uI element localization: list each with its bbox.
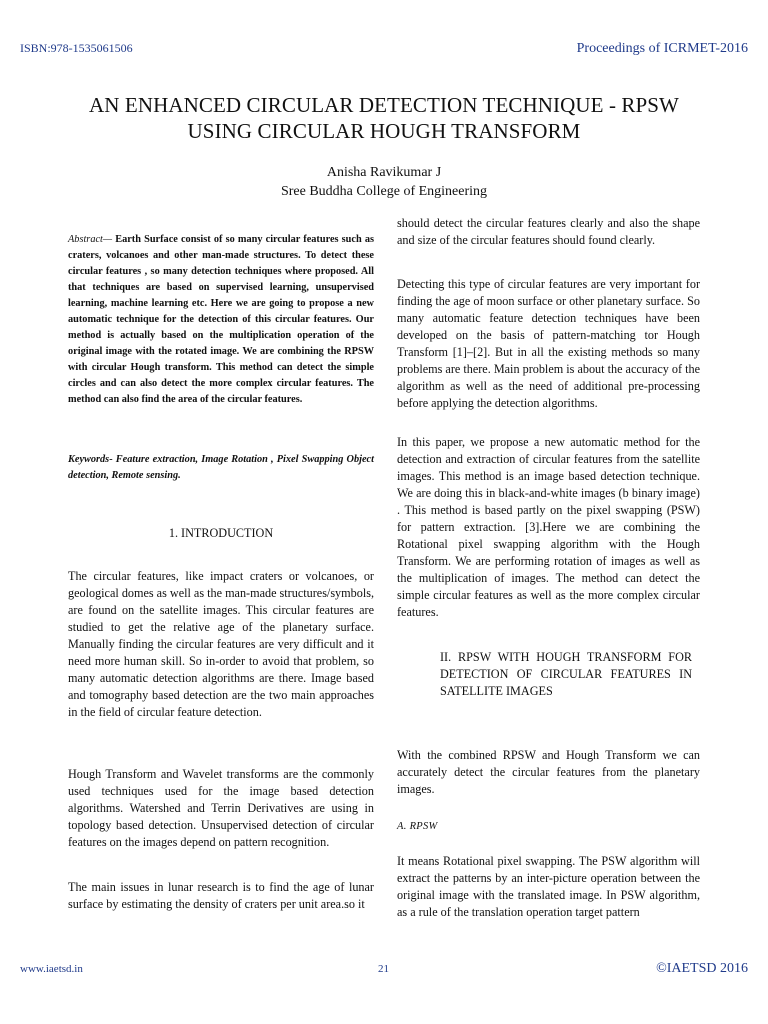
- proceedings-header: Proceedings of ICRMET-2016: [576, 41, 748, 56]
- right-paragraph-2: Detecting this type of circular features are very important for finding the age of moon surface or other planetary surface. So many automatic feature detection techniques have been developed on the basis of pattern-matching tor Hough Transform [1]–[2]. But in all the existing methods so many problems are there. Main problem is about the accuracy of the algorithm as well as the need of additional pre-processing before applying the detection algorithms.: [397, 277, 700, 410]
- title-line-1: AN ENHANCED CIRCULAR DETECTION TECHNIQUE - RPSW: [89, 93, 679, 117]
- author-block: [0, 163, 768, 201]
- section2-paragraph-1: With the combined RPSW and Hough Transform we can accurately detect the circular features from the planetary images.: [397, 748, 700, 796]
- abstract-text: Earth Surface consist of so many circular features such as craters, volcanoes and other man-made structures. To detect these circular features , so many detection techniques where proposed. All that techniques are based on supervised learning, unsupervised learning, machine learning etc. Here we are going to propose a new automatic technique for the detection of this circular features. Our method is actually based on the multiplication operation of the original image with the rotated image. We are combining the RPSW with circular Hough transform. This method can detect the simple circles and can also detect the more complex circular features. The method can also find the area of the circular features.: [68, 234, 374, 405]
- section-heading-introduction: 1. INTRODUCTION: [168, 526, 274, 540]
- abstract-lead: Abstract—: [68, 234, 113, 245]
- author-affiliation: Sree Buddha College of Engineering: [280, 184, 488, 199]
- intro-paragraph-2: Hough Transform and Wavelet transforms are the commonly used techniques used for the image based detection algorithms. Watershed and Terrin Derivatives are using in topology based detection. Unsupervised detection of circular features on the images depend on pattern recognition.: [68, 767, 374, 849]
- title-line-2: USING CIRCULAR HOUGH TRANSFORM: [187, 119, 581, 143]
- keywords: Keywords- Feature extraction, Image Rotation , Pixel Swapping Object detection, Remote sensing.: [68, 454, 374, 481]
- author-name: Anisha Ravikumar J: [326, 165, 442, 180]
- right-paragraph-3: In this paper, we propose a new automatic method for the detection and extraction of circular features from the satellite images. This method is an image based detection technique. We are doing this in black-and-white images (b binary image) . This method is based partly on the pixel swapping (PSW) for pattern extraction. [3].Here we are combining the Rotational pixel swapping algorithm with the Hough Transform. We are performing rotation of images as well as the multiplication of images. The method can detect the simple circular features as well as the more complex circular features.: [397, 435, 700, 619]
- isbn-header: ISBN:978-1535061506: [20, 41, 133, 55]
- section-heading-rpsw-hough: II. RPSW WITH HOUGH TRANSFORM FOR DETECTION OF CIRCULAR FEATURES IN SATELLITE IMAGES: [440, 650, 692, 698]
- right-paragraph-1: should detect the circular features clearly and also the shape and size of the circular features should found clearly.: [397, 216, 700, 247]
- subsection-heading-rpsw: A. RPSW: [397, 821, 438, 832]
- intro-paragraph-1: The circular features, like impact craters or volcanoes, or geological domes as well as the man-made structures/symbols, are found on the satellite images. This circular features are studied to get the relative age of the planetary surface. Manually finding the circular features are very difficult and it need more human skill. So in-order to avoid that problem, so many automatic detection algorithms are there. Image based and tomography based detection are the two main approaches in the field of circular feature detection.: [68, 569, 374, 719]
- paper-title: [40, 92, 728, 144]
- section2-paragraph-2: It means Rotational pixel swapping. The PSW algorithm will extract the patterns by an inter-picture operation between the original image with the translated image. In PSW algorithm, as a rule of the translation operation target pattern: [397, 854, 700, 919]
- page-number: 21: [378, 963, 389, 975]
- intro-paragraph-3: The main issues in lunar research is to find the age of lunar surface by estimating the density of craters per unit area.so it: [68, 880, 374, 911]
- footer-url: www.iaetsd.in: [20, 963, 83, 975]
- abstract: [68, 232, 374, 408]
- footer-copyright: ©IAETSD 2016: [656, 961, 748, 976]
